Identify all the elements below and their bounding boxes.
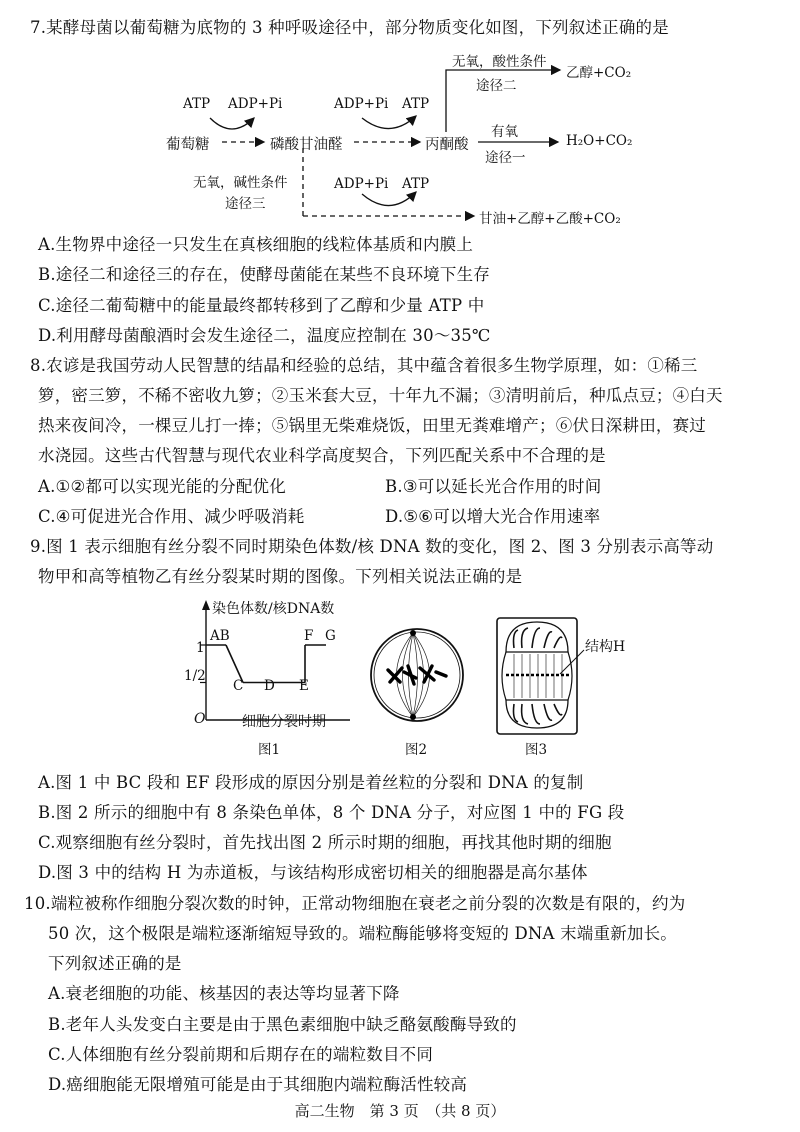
path2-name: 途径二 <box>476 78 517 94</box>
q7-option-d: D.利用酵母菌酿酒时会发生途径二，温度应控制在 30～35℃ <box>38 326 491 345</box>
q9-option-d: D.图 3 中的结构 H 为赤道板，与该结构形成密切相关的细胞器是高尔基体 <box>38 863 588 882</box>
fig2-caption: 图2 <box>405 742 428 758</box>
fig1-ytick-half: 1/2 <box>184 668 206 684</box>
g3p-label: 磷酸甘油醛 <box>270 137 343 153</box>
q9-stem-line-2: 物甲和高等植物乙有丝分裂某时期的图像。下列相关说法正确的是 <box>38 567 523 586</box>
q10-stem-line-1: 10.端粒被称作细胞分裂次数的时钟，正常动物细胞在衰老之前分裂的次数是有限的，约为 <box>24 894 686 913</box>
q7-option-b: B.途径二和途径三的存在，使酵母菌能在某些不良环境下生存 <box>38 265 490 284</box>
q8-option-a: A.①②都可以实现光能的分配优化 <box>38 477 286 496</box>
adp-label-1: ADP+Pi <box>228 96 283 112</box>
path1-name: 途径一 <box>485 150 526 166</box>
q7-option-a: A.生物界中途径一只发生在真核细胞的线粒体基质和内膜上 <box>38 235 474 254</box>
fig1-ytick-1: 1 <box>196 640 205 656</box>
q8-stem-line-2: 箩，密三箩，不稀不密收九箩；②玉米套大豆，十年九不漏；③清明前后，种瓜点豆；④白天 <box>38 386 723 405</box>
q10-stem-line-2: 50 次，这个极限是端粒逐渐缩短导致的。端粒酶能够将变短的 DNA 末端重新加长。 <box>48 924 678 943</box>
q8-stem-line-3: 热来夜间冷，一棵豆儿打一捧；⑤锅里无柴难烧饭，田里无粪难增产；⑥伏日深耕田，赛过 <box>38 416 706 435</box>
atp-label-2: ATP <box>402 96 430 112</box>
y-axis-arrow <box>202 600 210 610</box>
q8-option-d: D.⑤⑥可以增大光合作用速率 <box>385 507 601 526</box>
glucose-label: 葡萄糖 <box>166 137 210 153</box>
q8-option-b: B.③可以延长光合作用的时间 <box>385 477 602 496</box>
fig1-y-label: 染色体数/核DNA数 <box>212 601 335 617</box>
structure-h-label: 结构H <box>585 639 626 655</box>
fig1-origin: O <box>194 711 206 727</box>
point-label-g: G <box>325 628 336 644</box>
q8-stem-line-1: 8.农谚是我国劳动人民智慧的结晶和经验的总结，其中蕴含着很多生物学原理，如：①稀三 <box>30 356 698 375</box>
point-label-c: C <box>233 678 244 694</box>
point-label-ab: AB <box>210 628 230 644</box>
path2-product: 乙醇+CO₂ <box>566 65 632 81</box>
q8-stem-line-4: 水浇园。这些古代智慧与现代农业科学高度契合，下列匹配关系中不合理的是 <box>38 446 606 465</box>
adp-label-3: ADP+Pi <box>334 176 389 192</box>
path2-condition: 无氧，酸性条件 <box>452 54 547 70</box>
q7-option-c: C.途径二葡萄糖中的能量最终都转移到了乙醇和少量 ATP 中 <box>38 296 485 315</box>
q9-stem-line-1: 9.图 1 表示细胞有丝分裂不同时期染色体数/核 DNA 数的变化，图 2、图 3 分别表示高等动 <box>30 537 714 556</box>
q8-option-c: C.④可促进光合作用、减少呼吸消耗 <box>38 507 305 526</box>
pyruvate-label: 丙酮酸 <box>425 137 469 153</box>
fig1-caption: 图1 <box>258 742 281 758</box>
atp-label-1: ATP <box>183 96 211 112</box>
path3-product: 甘油+乙醇+乙酸+CO₂ <box>479 211 621 227</box>
fig3-caption: 图3 <box>525 742 548 758</box>
figure-3-cell <box>0 612 800 752</box>
q9-option-b: B.图 2 所示的细胞中有 8 条染色单体，8 个 DNA 分子，对应图 1 中的 FG 段 <box>38 803 625 822</box>
q10-option-a: A.衰老细胞的功能、核基因的表达等均显著下降 <box>48 984 400 1003</box>
q10-stem-line-3: 下列叙述正确的是 <box>48 954 182 973</box>
q10-option-d: D.癌细胞能无限增殖可能是由于其细胞内端粒酶活性较高 <box>48 1075 468 1094</box>
atp-label-3: ATP <box>402 176 430 192</box>
path1-condition: 有氧 <box>491 124 518 140</box>
q10-option-b: B.老年人头发变白主要是由于黑色素细胞中缺乏酪氨酸酶导致的 <box>48 1015 517 1034</box>
path1-product: H₂O+CO₂ <box>566 133 633 149</box>
point-label-d: D <box>264 678 275 694</box>
q7-stem: 7.某酵母菌以葡萄糖为底物的 3 种呼吸途径中，部分物质变化如图，下列叙述正确的是 <box>30 18 669 37</box>
q9-option-a: A.图 1 中 BC 段和 EF 段形成的原因分别是着丝粒的分裂和 DNA 的复制 <box>38 773 584 792</box>
fig1-x-label: 细胞分裂时期 <box>242 714 326 730</box>
page-footer: 高二生物 第 3 页 （共 8 页） <box>294 1102 506 1120</box>
path3-name: 途径三 <box>225 196 266 212</box>
path3-condition: 无氧，碱性条件 <box>193 175 288 191</box>
q7-diagram-arrows <box>0 0 800 240</box>
point-label-f: F <box>304 628 314 644</box>
q9-option-c: C.观察细胞有丝分裂时，首先找出图 2 所示时期的细胞，再找其他时期的细胞 <box>38 833 612 852</box>
adp-label-2: ADP+Pi <box>334 96 389 112</box>
q10-option-c: C.人体细胞有丝分裂前期和后期存在的端粒数目不同 <box>48 1045 434 1064</box>
point-label-e: E <box>299 678 309 694</box>
